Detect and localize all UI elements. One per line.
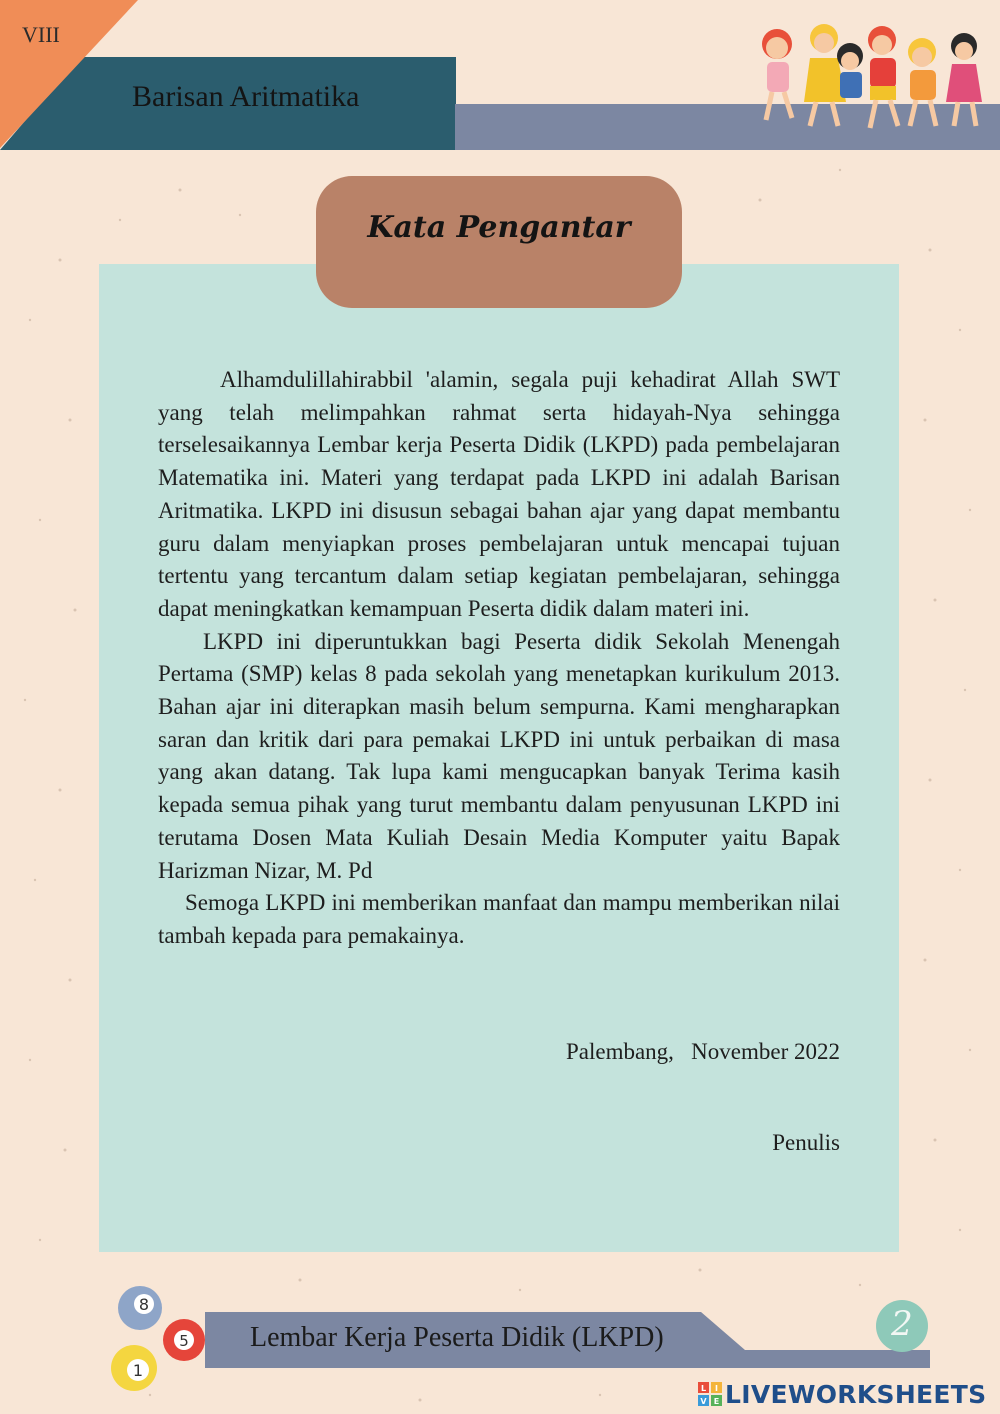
child-3: [837, 43, 863, 98]
paragraph-2: LKPD ini diperuntukkan bagi Peserta didik Sekolah Menengah Pertama (SMP) kelas 8 pada sekolah yang menetapkan kurikulum 2013. Bahan ajar ini diterapkan masih belum sempurna. Kami mengharapkan saran dan kritik dari para pemakai LKPD ini untuk perbaikan di masa yang akan datang. Tak lupa kami mengucapkan banyak Terima kasih kepada semua pihak yang turut membantu dalam penyusunan LKPD ini terutama Dosen Mata Kuliah Desain Media Komputer yaitu Bapak Harizman Nizar, M. Pd: [158, 628, 840, 883]
ball-8-label: 8: [138, 1295, 150, 1314]
foreword-body: [158, 364, 840, 953]
brand-name: LIVEWORKSHEETS: [725, 1379, 987, 1409]
logo-letter-i: I: [715, 1384, 718, 1393]
logo-letter-e: E: [713, 1397, 720, 1406]
ball-8: [118, 1286, 162, 1330]
paragraph-3: Semoga LKPD ini memberikan manfaat dan mampu memberikan nilai tambah kepada para pemakainya.: [158, 890, 840, 948]
children-playing-illustration: [752, 16, 992, 136]
paragraph-1: Alhamdulillahirabbil 'alamin, segala puji kehadirat Allah SWT yang telah melimpahkan rahmat serta hidayah-Nya sehingga terselesaikannya Lembar kerja Peserta Didik (LKPD) pada pembelajaran Matematika ini. Materi yang terdapat pada LKPD ini adalah Barisan Aritmatika. LKPD ini disusun sebagai bahan ajar yang dapat membantu guru dalam menyiapkan proses pembelajaran untuk mencapai tujuan tertentu yang tercantum dalam setiap kegiatan pembelajaran, sehingga dapat meningkatkan kemampuan Peserta didik dalam materi ini.: [158, 367, 840, 621]
child-2: [804, 24, 846, 126]
page-number: 2: [891, 1304, 913, 1344]
logo-letter-l: L: [700, 1384, 707, 1393]
billiard-balls-illustration: [104, 1284, 214, 1396]
section-title: Kata Pengantar: [367, 210, 631, 245]
author-signature: Penulis: [772, 1130, 840, 1155]
child-4: [868, 26, 898, 128]
place-date: Palembang, November 2022: [565, 1039, 840, 1064]
ball-5-label: 5: [179, 1332, 189, 1350]
child-1: [762, 29, 792, 120]
ball-1-label: 1: [132, 1361, 144, 1380]
footer-title: Lembar Kerja Peserta Didik (LKPD): [250, 1322, 664, 1353]
header-title: Barisan Aritmatika: [132, 80, 360, 113]
liveworksheets-logo-icon: [698, 1382, 722, 1406]
child-6: [946, 33, 982, 126]
ball-1: [111, 1345, 157, 1391]
logo-letter-v: V: [700, 1397, 707, 1406]
ball-5: [163, 1319, 205, 1361]
child-5: [908, 38, 936, 126]
liveworksheets-brand[interactable]: [698, 1378, 986, 1410]
chapter-number: VIII: [22, 22, 60, 47]
corner-triangle: [0, 0, 140, 150]
